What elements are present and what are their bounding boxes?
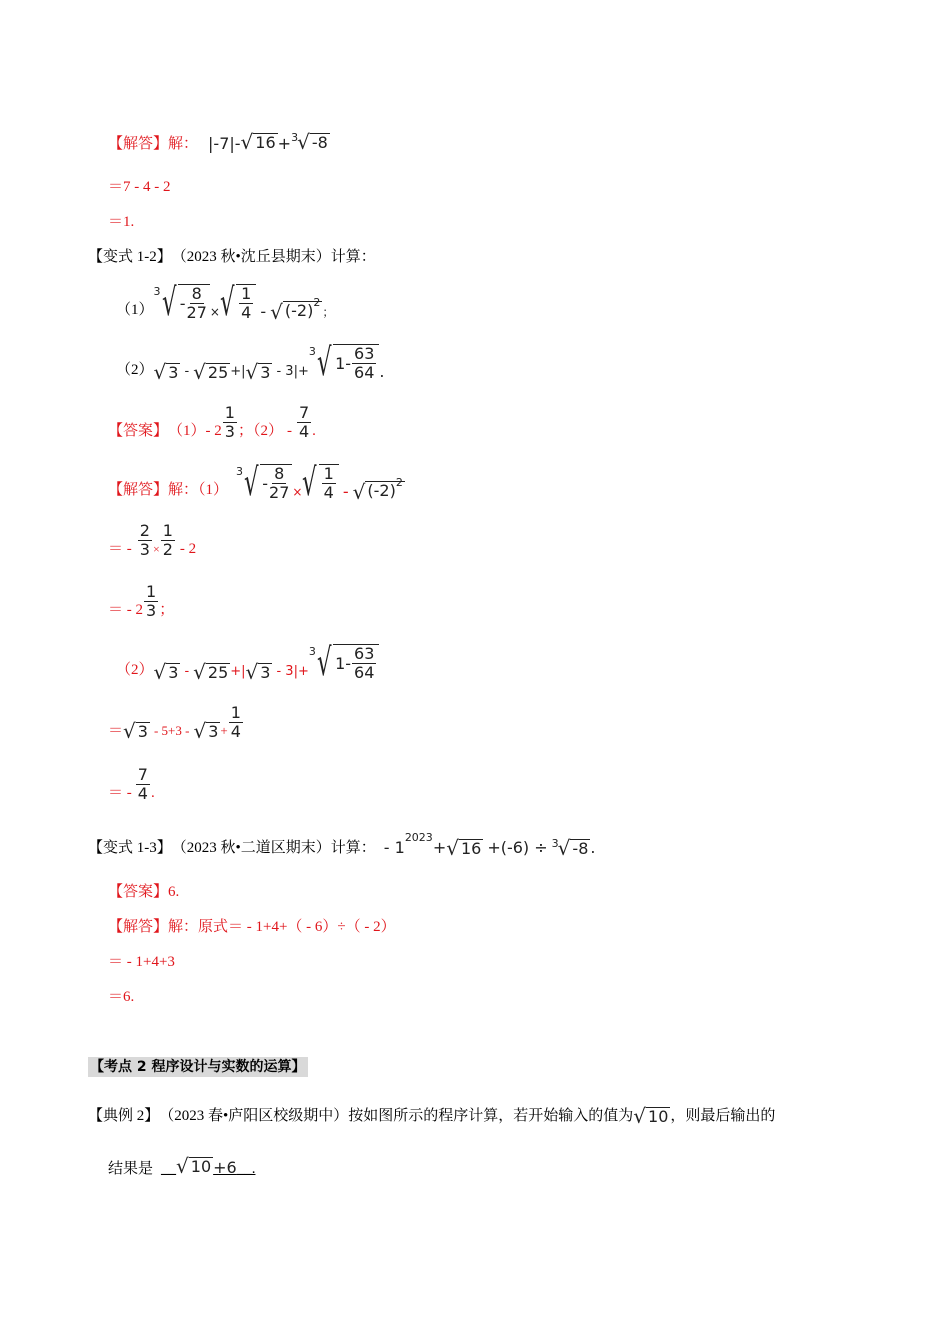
answer-line: 【答案】 （1） - 2 $\frac{1}{3}$ ；（2） - $\frac{7}{4}$ . — [108, 403, 316, 441]
example-2-answer: 结果是 __ √ 10 +6__. — [108, 1154, 256, 1178]
solution-prefix: 解： — [168, 136, 199, 152]
solution-step: ＝1. — [108, 214, 135, 230]
solution-step: ＝ - $\frac{2}{3}$ × $\frac{1}{2}$ - 2 — [108, 521, 197, 559]
math-expression: |-7|- √ 16 + 3 √ -8 — [208, 130, 328, 154]
solution-line-1-2: 【解答】 解：（1） 3 √ - $\frac{8}{27}$ × √ $\frac{1}{4}$ - √ $(-2)^2$ — [108, 460, 403, 504]
solution-step: ＝ √ 3 - 5+3 - √ 3 + $\frac{1}{4}$ — [108, 703, 241, 743]
solution-part-2: （2） √ 3 - √ 25 +| √ 3 - 3|+ 3 √ 1- $\frac{63}{64}$ — [116, 642, 379, 682]
solution-line: 【解答】 解：原式＝ - 1+4+（ - 6）÷（ - 2） — [108, 919, 396, 935]
question-2: （2） √ 3 - √ 25 +| √ 3 - 3|+ 3 √ 1- $\frac{63}{64}$ . — [116, 340, 385, 384]
solution-step: ＝6. — [108, 989, 135, 1005]
section-header: 【考点 2 程序设计与实数的运算】 — [90, 1059, 306, 1075]
solution-step: ＝ - 2 $\frac{1}{3}$ ； — [108, 582, 175, 620]
solution-step: ＝ - $\frac{7}{4}$ . — [108, 765, 155, 803]
answer-blank: __ √ 10 +6__. — [161, 1154, 256, 1178]
solution-step: ＝ - 1+4+3 — [108, 954, 175, 970]
question-1: （1） 3 √ - $\frac{8}{27}$ × √ $\frac{1}{4}$ - √ $(-2)^2$ ； — [116, 280, 335, 324]
solution-step: ＝7 - 4 - 2 — [108, 179, 171, 195]
example-2-text: 【典例 2】 （2023 春•庐阳区校级期中）按如图所示的程序计算，若开始输入的值为 √ 10 ，则最后输出的 — [88, 1104, 776, 1128]
solution-label: 【解答】 — [108, 136, 169, 152]
answer-line: 【答案】6. — [108, 884, 180, 900]
variant-1-3-heading: 【变式 1-3】 （2023 秋•二道区期末）计算： - 1 2023 + √ 16 +(-6) ÷ 3 √ -8 . — [88, 831, 596, 860]
solution-line-1 — [108, 132, 330, 154]
variant-1-2-heading: 【变式 1-2】 （2023 秋•沈丘县期末）计算： — [88, 249, 376, 265]
